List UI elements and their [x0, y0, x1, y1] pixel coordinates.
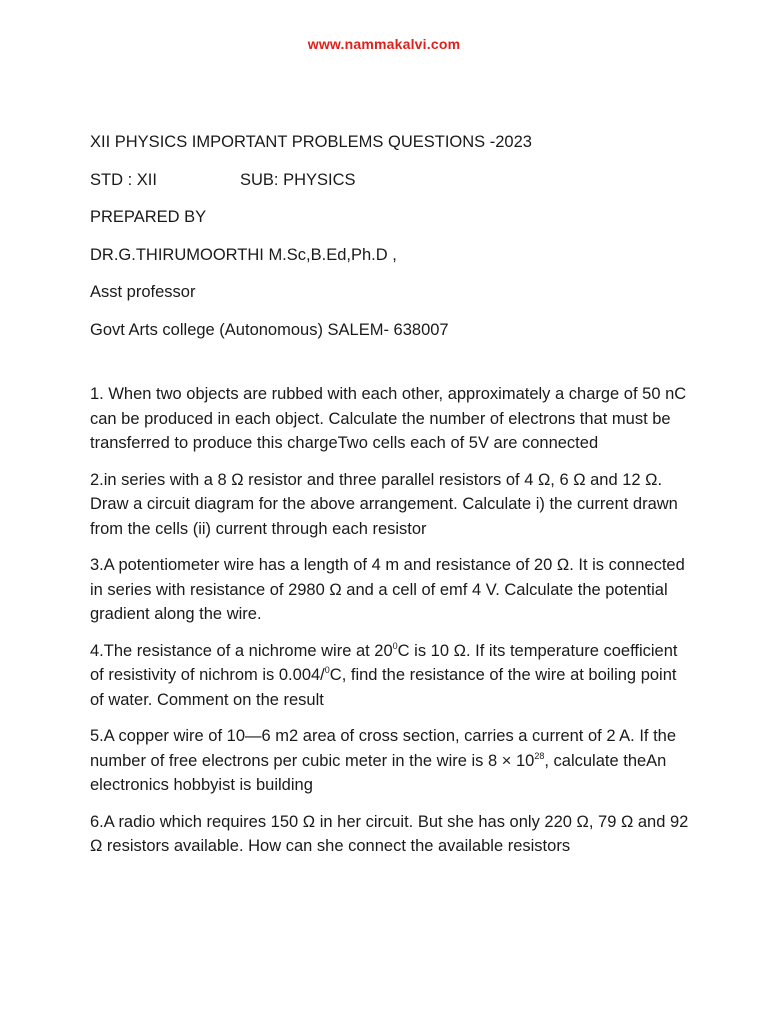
prepared-by-label: PREPARED BY — [90, 208, 207, 226]
question-6: 6.A radio which requires 150 Ω in her circuit. But she has only 220 Ω, 79 Ω and 92 Ω resistors available. How can she connect the available resistors — [90, 812, 689, 855]
std-sub-row — [90, 168, 690, 193]
question-4-superscript-2: 0 — [324, 665, 330, 675]
question-4 — [90, 639, 690, 713]
question-4-superscript-1: 0 — [392, 640, 398, 651]
section-spacer — [90, 355, 690, 382]
question-5 — [90, 724, 690, 798]
document-body — [90, 130, 690, 871]
std-label: STD : XII — [90, 170, 157, 189]
question-5-part-1: 5.A copper wire of 10—6 m2 area of cross section, carries a current of 2 A. If the number of free electrons per cubic meter in the wire is 8 × 10 — [90, 727, 677, 770]
watermark-url[interactable]: www.nammakalvi.com — [307, 36, 461, 52]
question-4-part-1: 4.The resistance of a nichrome wire at 20 — [90, 641, 393, 660]
question-4-part-3: C, find the resistance of the wire at boiling point of water. Comment on the result — [90, 666, 677, 709]
question-2: 2.in series with a 8 Ω resistor and three parallel resistors of 4 Ω, 6 Ω and 12 Ω. Draw a circuit diagram for the above arrangement. Calculate i) the current drawn from the cells (ii) current through each resistor — [90, 470, 678, 538]
author-institution: Govt Arts college (Autonomous) SALEM- 638007 — [90, 320, 449, 339]
author-designation: Asst professor — [90, 283, 196, 301]
question-3: 3.A potentiometer wire has a length of 4 m and resistance of 20 Ω. It is connected in series with resistance of 2980 Ω and a cell of emf 4 V. Calculate the potential gradient along the wire. — [90, 556, 685, 623]
question-5-superscript: 28 — [534, 750, 545, 761]
question-5-part-2: , calculate theAn electronics hobbyist is building — [90, 751, 667, 794]
question-1: 1. When two objects are rubbed with each other, approximately a charge of 50 nC can be produced in each object. Calculate the number of electrons that must be transferred to produce this chargeTwo cells each of 5V are connected — [90, 385, 687, 452]
sub-label: SUB: PHYSICS — [240, 170, 356, 189]
question-4-part-2: C is 10 Ω. If its temperature coefficient of resistivity of nichrom is 0.004/ — [90, 641, 678, 684]
author-name: DR.G.THIRUMOORTHI M.Sc,B.Ed,Ph.D , — [90, 245, 397, 264]
document-title: XII PHYSICS IMPORTANT PROBLEMS QUESTIONS -2023 — [90, 133, 532, 151]
